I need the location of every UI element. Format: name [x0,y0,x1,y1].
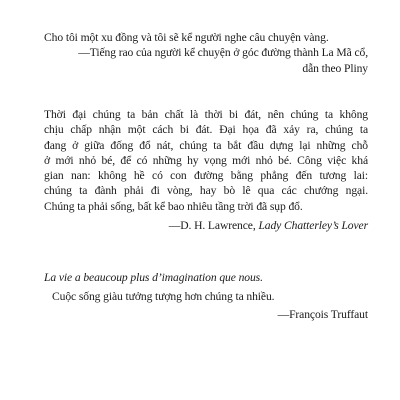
epigraph-quote-line: Thời đại chúng ta bản chất là thời bi đát, nên chúng ta không [44,108,368,121]
epigraph-quote-original: La vie a beaucoup plus d’imagination que nous. [44,271,263,284]
epigraph-attribution: —François Truffaut [277,307,368,321]
epigraph-quote-line: chịu chấp nhận một cách bi đát. Đại họa đã xảy ra, chúng ta [44,123,368,137]
attribution-work-title: Lady Chatterley’s Lover [258,219,368,233]
epigraph-quote-line: đang ở giữa đống đổ nát, chúng ta bắt đầu dựng lại những chỗ [44,138,368,152]
attribution-author: —D. H. Lawrence, [168,219,259,233]
epigraph-pliny [44,30,368,76]
epigraph-attribution-continued: dẫn theo Pliny [302,61,368,75]
epigraph-lawrence [44,107,368,233]
epigraph-attribution [44,218,368,233]
epigraph-quote-line: ở mới nhỏ bé, để có những hy vọng mới nhỏ bé. Công việc khá [44,153,368,167]
epigraph-quote-line: gian nan: không hề có con đường bằng phẳng đến tương lai: [44,169,368,183]
epigraph-quote-translation: Cuộc sống giàu tưởng tượng hơn chúng ta nhiều. [52,290,275,304]
epigraph-truffaut [44,270,368,322]
epigraph-quote-line: chúng ta đành phải đi vòng, hay bò lê qua các chướng ngại. [44,184,368,198]
epigraph-quote: Cho tôi một xu đồng và tôi sẽ kể người nghe câu chuyện vàng. [44,31,329,44]
epigraph-attribution: —Tiếng rao của người kể chuyện ở góc đường thành La Mã cổ, [78,46,368,60]
epigraph-quote-line: Chúng ta phải sống, bất kể bao nhiêu tầng trời đã sụp đổ. [44,199,303,213]
